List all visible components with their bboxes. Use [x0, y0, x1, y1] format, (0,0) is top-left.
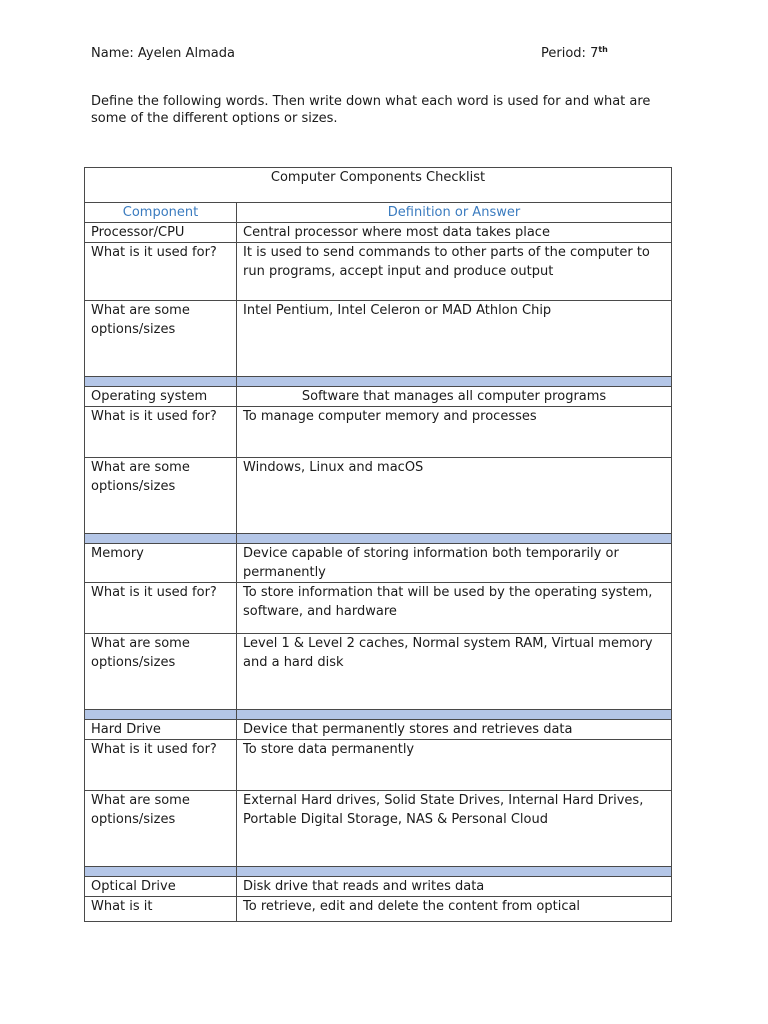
- instructions: Define the following words. Then write down what each word is used for and what are some of the different options or sizes.: [91, 94, 651, 126]
- component-row: [85, 223, 672, 243]
- component-name: Memory: [85, 544, 237, 583]
- options-row: [85, 791, 672, 867]
- col-header-component: Component: [85, 203, 237, 223]
- used-for-row: [85, 740, 672, 791]
- component-definition: Central processor where most data takes place: [237, 223, 672, 243]
- options-answer: Windows, Linux and macOS: [237, 458, 672, 534]
- used-for-label: What is it: [85, 897, 237, 922]
- component-row: [85, 720, 672, 740]
- section-spacer: [85, 534, 672, 544]
- used-for-answer: To retrieve, edit and delete the content from optical: [237, 897, 672, 922]
- used-for-answer: To manage computer memory and processes: [237, 407, 672, 458]
- component-name: Operating system: [85, 387, 237, 407]
- used-for-answer: To store data permanently: [237, 740, 672, 791]
- period-suffix: th: [598, 45, 608, 54]
- used-for-answer: It is used to send commands to other parts of the computer to run programs, accept input and produce output: [237, 243, 672, 301]
- component-name: Hard Drive: [85, 720, 237, 740]
- section-spacer: [85, 710, 672, 720]
- component-row: [85, 387, 672, 407]
- options-row: [85, 634, 672, 710]
- options-answer: Intel Pentium, Intel Celeron or MAD Athlon Chip: [237, 301, 672, 377]
- used-for-label: What is it used for?: [85, 583, 237, 634]
- options-answer: Level 1 & Level 2 caches, Normal system RAM, Virtual memory and a hard disk: [237, 634, 672, 710]
- period-line: [541, 46, 608, 63]
- col-header-definition: Definition or Answer: [237, 203, 672, 223]
- period-label: Period:: [541, 46, 586, 61]
- used-for-row: [85, 897, 672, 922]
- period-value: 7: [590, 46, 599, 61]
- title-row: [85, 168, 672, 203]
- options-row: [85, 301, 672, 377]
- options-answer: External Hard drives, Solid State Drives, Internal Hard Drives, Portable Digital Storage, NAS & Personal Cloud: [237, 791, 672, 867]
- name-line: [91, 46, 235, 62]
- name-value: Ayelen Almada: [137, 46, 235, 61]
- used-for-row: [85, 243, 672, 301]
- used-for-row: [85, 407, 672, 458]
- used-for-row: [85, 583, 672, 634]
- component-definition: Device that permanently stores and retrieves data: [237, 720, 672, 740]
- component-row: [85, 544, 672, 583]
- components-checklist-table: [84, 167, 672, 922]
- options-label: What are some options/sizes: [85, 791, 237, 867]
- options-label: What are some options/sizes: [85, 634, 237, 710]
- used-for-answer: To store information that will be used by the operating system, software, and hardware: [237, 583, 672, 634]
- component-definition: Device capable of storing information both temporarily or permanently: [237, 544, 672, 583]
- component-name: Optical Drive: [85, 877, 237, 897]
- component-name: Processor/CPU: [85, 223, 237, 243]
- used-for-label: What is it used for?: [85, 740, 237, 791]
- section-spacer: [85, 377, 672, 387]
- options-row: [85, 458, 672, 534]
- options-label: What are some options/sizes: [85, 458, 237, 534]
- component-definition: Software that manages all computer programs: [237, 387, 672, 407]
- used-for-label: What is it used for?: [85, 243, 237, 301]
- options-label: What are some options/sizes: [85, 301, 237, 377]
- name-label: Name:: [91, 46, 134, 61]
- used-for-label: What is it used for?: [85, 407, 237, 458]
- table-title: Computer Components Checklist: [85, 168, 672, 203]
- section-spacer: [85, 867, 672, 877]
- column-header-row: [85, 203, 672, 223]
- component-definition: Disk drive that reads and writes data: [237, 877, 672, 897]
- component-row: [85, 877, 672, 897]
